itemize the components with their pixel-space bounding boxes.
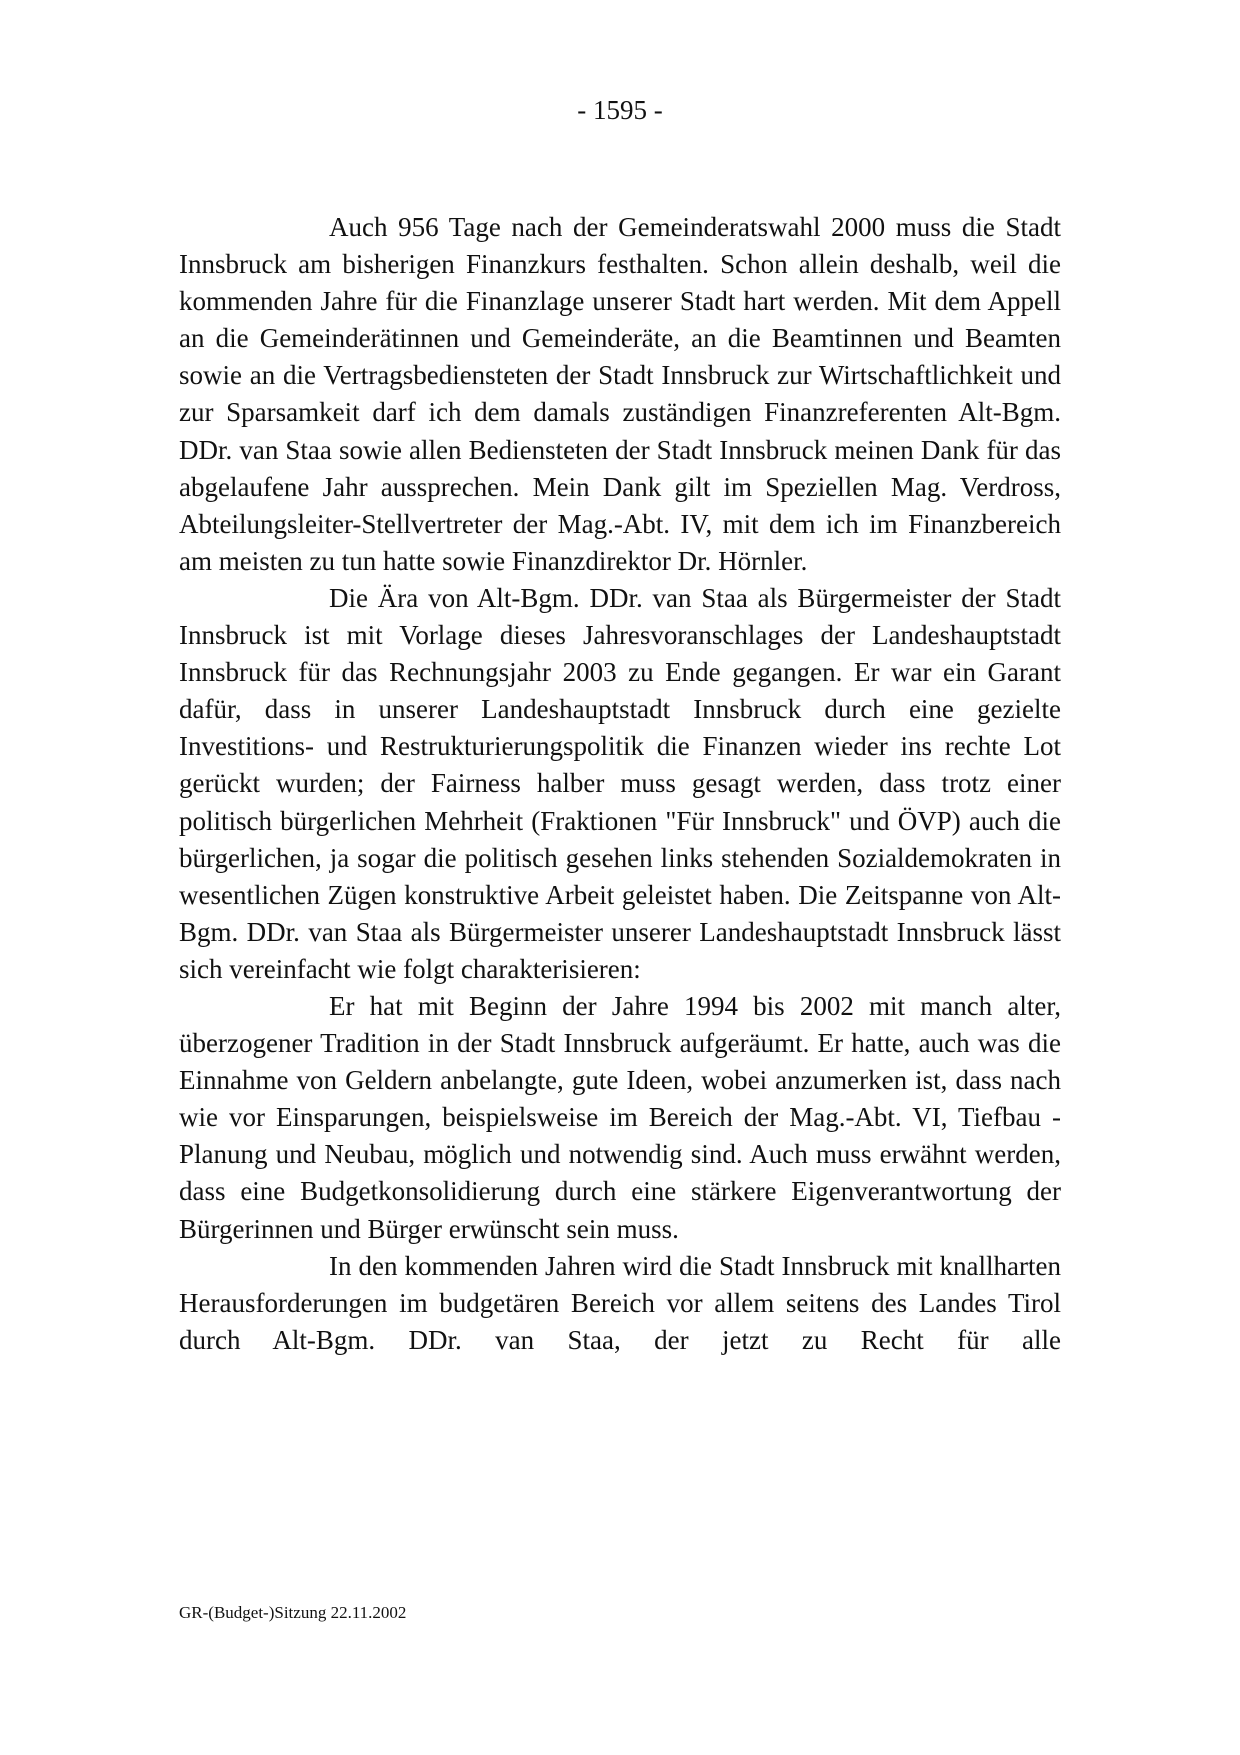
body-text	[179, 209, 1061, 1359]
paragraph-3: Er hat mit Beginn der Jahre 1994 bis 2002 mit manch alter, überzogener Tradition in der Stadt Innsbruck aufgeräumt. Er hatte, auch was die Einnahme von Geldern anbelangte, gute Ideen, wobei anzumerken ist, dass nach wie vor Einsparungen, beispielsweise im Bereich der Mag.-Abt. VI, Tiefbau - Planung und Neubau, möglich und notwendig sind. Auch muss erwähnt werden, dass eine Budgetkonsolidierung durch eine stärkere Eigenverantwortung der Bürgerinnen und Bürger erwünscht sein muss.	[179, 990, 1061, 1244]
page-footer: GR-(Budget-)Sitzung 22.11.2002	[179, 1603, 407, 1622]
page-number: - 1595 -	[577, 95, 663, 125]
paragraph-1: Auch 956 Tage nach der Gemeinderatswahl 2000 muss die Stadt Innsbruck am bisherigen Finanzkurs festhalten. Schon allein deshalb, weil die kommenden Jahre für die Finanzlage unserer Stadt hart werden. Mit dem Appell an die Gemeinderätinnen und Gemeinderäte, an die Beamtinnen und Beamten sowie an die Vertragsbediensteten der Stadt Innsbruck zur Wirtschaftlichkeit und zur Sparsamkeit darf ich dem damals zuständigen Finanzreferenten Alt-Bgm. DDr. van Staa sowie allen Bediensteten der Stadt Innsbruck meinen Dank für das abgelaufene Jahr aussprechen. Mein Dank gilt im Speziellen Mag. Verdross, Abteilungsleiter-Stellvertreter der Mag.-Abt. IV, mit dem ich im Finanzbereich am meisten zu tun hatte sowie Finanzdirektor Dr. Hörnler.	[179, 212, 1061, 576]
paragraph-2: Die Ära von Alt-Bgm. DDr. van Staa als Bürgermeister der Stadt Innsbruck ist mit Vorlage dieses Jahresvoranschlages der Landeshauptstadt Innsbruck für das Rechnungsjahr 2003 zu Ende gegangen. Er war ein Garant dafür, dass in unserer Landeshauptstadt Innsbruck durch eine gezielte Investitions- und Restrukturierungspolitik die Finanzen wieder ins rechte Lot gerückt wurden; der Fairness halber muss gesagt werden, dass trotz einer politisch bürgerlichen Mehrheit (Fraktionen "Für Innsbruck" und ÖVP) auch die bürgerlichen, ja sogar die politisch gesehen links stehenden Sozialdemokraten in wesentlichen Zügen konstruktive Arbeit geleistet haben. Die Zeitspanne von Alt-Bgm. DDr. van Staa als Bürgermeister unserer Landeshauptstadt Innsbruck lässt sich vereinfacht wie folgt charakterisieren:	[179, 582, 1061, 984]
paragraph-4: In den kommenden Jahren wird die Stadt Innsbruck mit knallharten Herausforderungen im budgetären Bereich vor allem seitens des Landes Tirol durch Alt-Bgm. DDr. van Staa, der jetzt zu Recht für alle	[179, 1250, 1061, 1355]
